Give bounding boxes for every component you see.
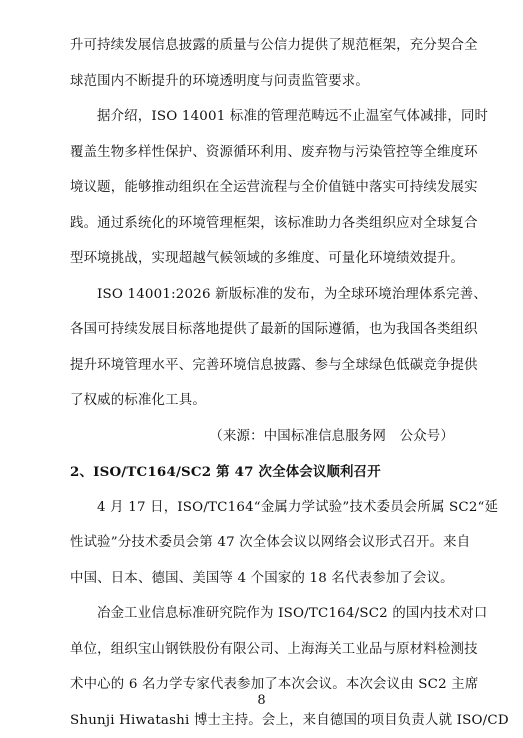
source-attribution: （来源：中国标准信息服务网 公众号）: [209, 429, 454, 444]
paragraph-line: 提升环境管理水平、完善环境信息披露、参与全球绿色低碳竞争提供: [70, 358, 478, 373]
paragraph-line: 各国可持续发展目标落地提供了最新的国际遵循，也为我国各类组织: [70, 322, 478, 337]
paragraph-line: 单位，组织宝山钢铁股份有限公司、上海海关工业品与原材料检测技: [70, 642, 478, 657]
paragraph-line: 球范围内不断提升的环境透明度与问责监管要求。: [70, 74, 369, 89]
paragraph-line: 境议题，能够推动组织在全运营流程与全价值链中落实可持续发展实: [70, 180, 478, 195]
paragraph-line: 冶金工业信息标准研究院作为 ISO/TC164/SC2 的国内技术对口: [97, 606, 488, 621]
paragraph-line: 践。通过系统化的环境管理框架，该标准助力各类组织应对全球复合: [70, 216, 478, 231]
paragraph-line: Shunji Hiwatashi 博士主持。会上，来自德国的项目负责人就 ISO/CD: [70, 713, 509, 728]
paragraph-line: 覆盖生物多样性保护、资源循环利用、废弃物与污染管控等全维度环: [70, 145, 478, 160]
paragraph-line: ISO 14001:2026 新版标准的发布，为全球环境治理体系完善、: [97, 287, 487, 302]
paragraph-line: 中国、日本、德国、美国等 4 个国家的 18 名代表参加了会议。: [70, 571, 454, 586]
paragraph-line: 性试验”分技术委员会第 47 次全体会议以网络会议形式召开。来自: [70, 535, 471, 550]
section-heading: 2、ISO/TC164/SC2 第 47 次全体会议顺利召开: [70, 464, 381, 480]
paragraph-line: 了权威的标准化工具。: [70, 393, 206, 408]
paragraph-line: 术中心的 6 名力学专家代表参加了本次会议。本次会议由 SC2 主席: [70, 677, 479, 692]
page-number: 8: [257, 693, 266, 708]
paragraph-line: 升可持续发展信息披露的质量与公信力提供了规范框架，充分契合全: [70, 38, 478, 53]
paragraph-line: 据介绍，ISO 14001 标准的管理范畴远不止温室气体减排，同时: [97, 109, 489, 124]
paragraph-line: 型环境挑战，实现超越气候领域的多维度、可量化环境绩效提升。: [70, 251, 465, 266]
paragraph-line: 4 月 17 日，ISO/TC164“金属力学试验”技术委员会所属 SC2“延: [97, 500, 499, 515]
